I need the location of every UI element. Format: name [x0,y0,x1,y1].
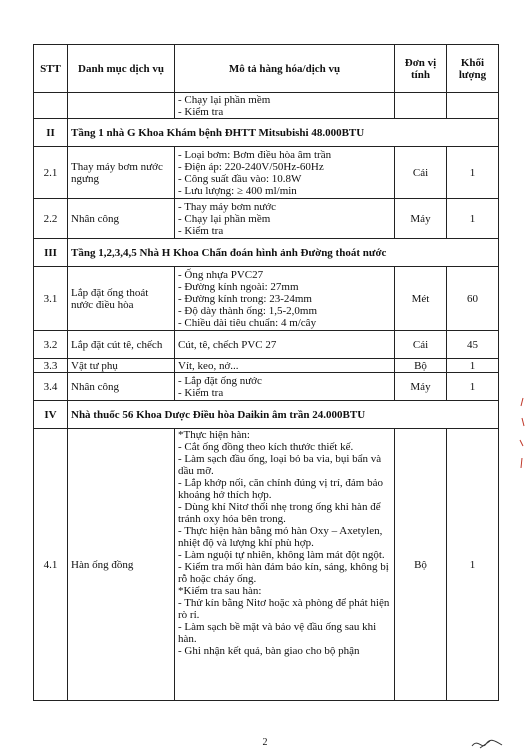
row-stt: 2.1 [34,147,68,199]
row-unit: Bộ [395,359,447,373]
row-stt: 3.4 [34,373,68,401]
description-line: - Chiều dài tiêu chuẩn: 4 m/cây [178,316,317,329]
row-quantity [447,93,499,119]
row-service: Nhân công [68,199,175,239]
row-service: Nhân công [68,373,175,401]
section-title: Tầng 1 nhà G Khoa Khám bệnh ĐHTT Mitsubishi 48.000BTU [68,119,499,147]
row-service: Vật tư phụ [68,359,175,373]
table-row [34,429,499,701]
row-unit: Mét [395,267,447,331]
section-title: Nhà thuốc 56 Khoa Dược Điều hòa Daikin âm trần 24.000BTU [68,401,499,429]
description-line: - Lắp khớp nối, căn chỉnh đúng vị trí, đảm bảo khoảng hở thích hợp. [178,477,383,501]
row-service: Hàn ống đồng [68,429,175,701]
row-description [175,147,395,199]
description-line: *Kiểm tra sau hàn: [178,585,262,597]
row-stt: 2.2 [34,199,68,239]
description-line: - Làm sạch đầu ống, loại bỏ ba via, bụi bẩn và dầu mỡ. [178,453,382,477]
section-row [34,401,499,429]
description-line: - Thực hiện hàn bằng mỏ hàn Oxy – Axetylen, nhiệt độ và lượng khí phù hợp. [178,525,383,549]
row-service: Lắp đặt ống thoát nước điều hòa [68,267,175,331]
table-row [34,359,499,373]
row-quantity: 1 [447,429,499,701]
row-stt: 4.1 [34,429,68,701]
row-service: Lắp đặt cút tê, chếch [68,331,175,359]
row-quantity: 60 [447,267,499,331]
description-line: - Cắt ống đồng theo kích thước thiết kế. [178,441,354,453]
description-line: - Điện áp: 220-240V/50Hz-60Hz [178,160,324,173]
row-description [175,373,395,401]
header-stt: STT [34,45,68,93]
description-line: - Kiểm tra mối hàn đảm bảo kín, sáng, không bị rỗ hoặc cháy ống. [178,561,389,585]
description-line: - Chạy lại phần mềm [178,93,271,106]
table-row [34,147,499,199]
page-number: 2 [262,737,268,748]
description-line: - Dùng khí Nitơ thổi nhẹ trong ống khi hàn để tránh oxy hóa bên trong. [178,501,381,525]
description-line: - Ống nhựa PVC27 [178,268,264,281]
description-line: - Đường kính trong: 23-24mm [178,292,312,305]
section-number: IV [34,401,68,429]
row-quantity: 1 [447,199,499,239]
header-service: Danh mục dịch vụ [68,45,175,93]
section-number: II [34,119,68,147]
row-quantity: 1 [447,359,499,373]
description-line: - Làm nguội tự nhiên, không làm mát đột ngột. [178,549,385,561]
table-header-row [34,45,499,93]
row-stt: 3.2 [34,331,68,359]
service-table [33,44,499,701]
signature-mark [470,736,504,752]
row-stt: 3.3 [34,359,68,373]
stamp-edge-mark [517,396,527,476]
row-unit [395,93,447,119]
description-line: - Lắp đặt ống nước [178,374,262,387]
row-unit: Máy [395,199,447,239]
description-line: - Loại bơm: Bơm điều hòa âm trần [178,148,332,161]
section-title: Tầng 1,2,3,4,5 Nhà H Khoa Chẩn đoán hình ảnh Đường thoát nước [68,239,499,267]
description-line: - Độ dày thành ống: 1,5-2,0mm [178,304,318,317]
row-unit: Cái [395,147,447,199]
description-line: - Lưu lượng: ≥ 400 ml/min [178,184,297,197]
description-line: - Kiểm tra [178,105,224,118]
description-line: *Thực hiện hàn: [178,429,250,441]
row-description [175,199,395,239]
row-description [175,267,395,331]
row-stt [34,93,68,119]
row-quantity: 45 [447,331,499,359]
description-line: - Thay máy bơm nước [178,200,277,213]
row-unit: Cái [395,331,447,359]
section-number: III [34,239,68,267]
description-line: - Thử kín bằng Nitơ hoặc xà phòng để phát hiện rò rỉ. [178,597,390,621]
table-row [34,267,499,331]
row-service: Thay máy bơm nước ngưng [68,147,175,199]
row-description: Cút, tê, chếch PVC 27 [175,331,395,359]
row-description: Vít, keo, nở... [175,359,395,373]
row-quantity: 1 [447,373,499,401]
row-stt: 3.1 [34,267,68,331]
header-quantity: Khối lượng [447,45,499,93]
table-row [34,373,499,401]
description-line: - Công suất đầu vào: 10.8W [178,172,302,185]
header-unit: Đơn vị tính [395,45,447,93]
table-row [34,331,499,359]
description-line: - Đường kính ngoài: 27mm [178,280,299,293]
description-line: - Ghi nhận kết quả, bàn giao cho bộ phận [178,645,360,657]
table-row [34,93,499,119]
description-line: - Kiểm tra [178,386,224,399]
row-quantity: 1 [447,147,499,199]
row-description [175,429,395,701]
description-line: - Làm sạch bề mặt và bảo vệ đầu ống sau khi hàn. [178,621,377,645]
table-row [34,199,499,239]
row-description [175,93,395,119]
section-row [34,119,499,147]
description-line: - Chạy lại phần mềm [178,212,271,225]
row-unit: Bộ [395,429,447,701]
row-service [68,93,175,119]
header-description: Mô tả hàng hóa/dịch vụ [175,45,395,93]
section-row [34,239,499,267]
description-line: - Kiểm tra [178,224,224,237]
row-unit: Máy [395,373,447,401]
